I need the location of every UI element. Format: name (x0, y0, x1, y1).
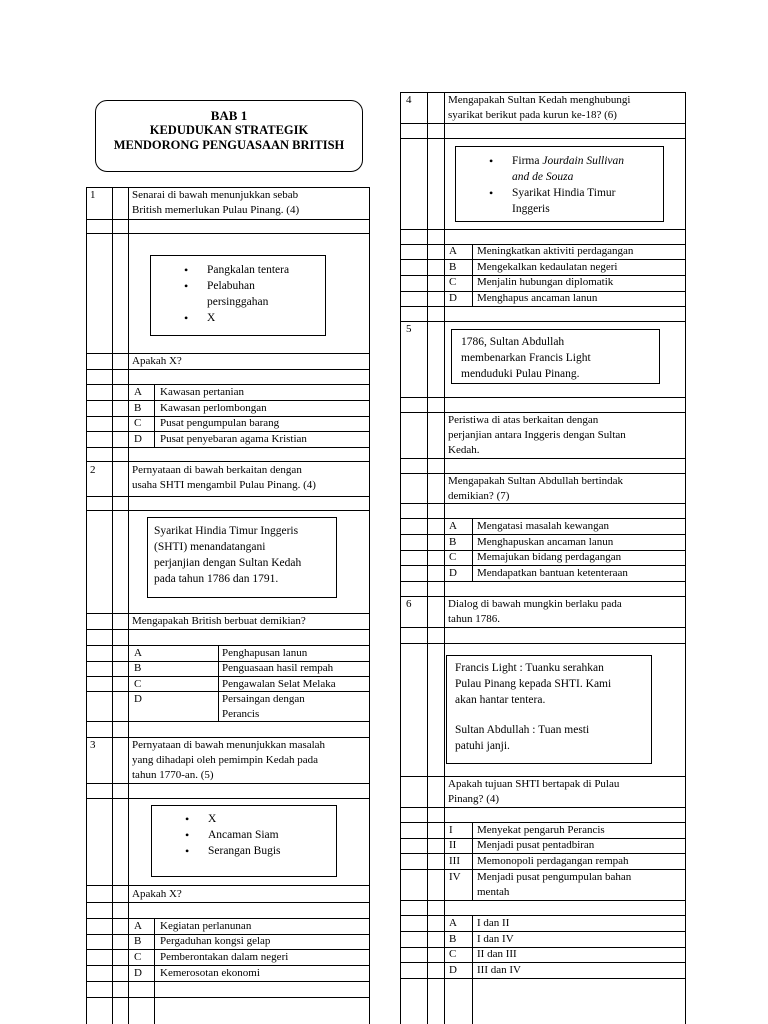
q6-number: 6 (406, 598, 412, 610)
q5-statement-line: membenarkan Francis Light (461, 352, 591, 364)
q4-option-text[interactable]: Menghapus ancaman lanun (477, 292, 598, 304)
q3-stem-line3: tahun 1770-an. (5) (132, 769, 214, 781)
q5-stem-line2: perjanjian antara Inggeris dengan Sultan (448, 429, 626, 441)
q3-stem-line2: yang dihadapi oleh pemimpin Kedah pada (132, 754, 319, 766)
q4-option-letter: C (449, 276, 457, 288)
chapter-title-line1: KEDUDUKAN STRATEGIK (149, 123, 309, 137)
q6-option-text[interactable]: I dan IV (477, 933, 514, 945)
q5-option-letter: B (449, 536, 457, 548)
q6-option-letter: D (449, 964, 457, 976)
q1-option-letter: A (134, 386, 142, 398)
q4-list-item: • Firma Jourdain Sullivan and de Souza (512, 153, 663, 185)
q3-option-letter: C (134, 951, 142, 963)
q6-dialog-box (446, 655, 652, 764)
q5-stem-line3: Kedah. (448, 444, 480, 456)
q4-list-item: • Syarikat Hindia Timur Inggeris (512, 185, 663, 217)
q2-option-text[interactable]: Persaingan dengan (222, 693, 305, 705)
q4-option-letter: A (449, 245, 457, 257)
q5-option-letter: D (449, 567, 457, 579)
q5-option-text[interactable]: Menghapuskan ancaman lanun (477, 536, 614, 548)
q5-option-text[interactable]: Mendapatkan bantuan ketenteraan (477, 567, 628, 579)
q2-option-letter: B (134, 662, 142, 674)
q6-dialog-line: akan hantar tentera. (455, 694, 546, 706)
q2-option-text[interactable]: Penghapusan lanun (222, 647, 308, 659)
q6-statement-roman: IV (449, 871, 461, 883)
chapter-number: BAB 1 (210, 108, 248, 123)
q5-number: 5 (406, 323, 412, 335)
q6-dialog-line: Francis Light : Tuanku serahkan (455, 662, 604, 674)
q4-stem-line1: Mengapakah Sultan Kedah menghubungi (448, 94, 631, 106)
q3-option-letter: A (134, 920, 142, 932)
q6-option-text[interactable]: II dan III (477, 948, 517, 960)
q2-option-letter: C (134, 678, 142, 690)
q5-question-line1: Mengapakah Sultan Abdullah bertindak (448, 475, 624, 487)
q6-stem-line2: tahun 1786. (448, 613, 500, 625)
q1-stem-line1: Senarai di bawah menunjukkan sebab (132, 189, 299, 201)
q3-option-letter: B (134, 935, 142, 947)
chapter-title-box (95, 100, 363, 172)
q6-question-line1: Apakah tujuan SHTI bertapak di Pulau (448, 778, 620, 790)
q6-dialog-line: patuhi janji. (455, 740, 510, 752)
q4-option-text[interactable]: Menjalin hubungan diplomatik (477, 276, 614, 288)
q2-option-letter: D (134, 693, 142, 705)
q6-statement-text: Menyekat pengaruh Perancis (477, 824, 605, 836)
q3-list-item: • Ancaman Siam (208, 827, 336, 843)
q5-option-text[interactable]: Mengatasi masalah kewangan (477, 520, 609, 532)
q6-statement-text-cont: mentah (477, 886, 510, 898)
q6-option-letter: A (449, 917, 457, 929)
q1-list-item: • X (207, 310, 325, 326)
q6-option-text[interactable]: I dan II (477, 917, 510, 929)
q6-statement-text: Memonopoli perdagangan rempah (477, 855, 629, 867)
q6-stem-line1: Dialog di bawah mungkin berlaku pada (448, 598, 622, 610)
q4-option-letter: D (449, 292, 457, 304)
q6-statement-roman: II (449, 839, 457, 851)
q3-option-text[interactable]: Pemberontakan dalam negeri (160, 951, 289, 963)
q1-number: 1 (90, 189, 96, 201)
q2-option-text-cont: Perancis (222, 708, 260, 720)
q3-option-text[interactable]: Kemerosotan ekonomi (160, 967, 260, 979)
q1-stem-line2: British memerlukan Pulau Pinang. (4) (132, 204, 300, 216)
q2-statement-box (147, 517, 337, 598)
q1-list-item: • Pangkalan tentera (207, 262, 325, 278)
q1-option-text[interactable]: Pusat penyebaran agama Kristian (160, 433, 307, 445)
q4-option-letter: B (449, 261, 457, 273)
q3-option-text[interactable]: Kegiatan perlanunan (160, 920, 252, 932)
q2-stem-line1: Pernyataan di bawah berkaitan dengan (132, 464, 302, 476)
q2-question: Mengapakah British berbuat demikian? (132, 615, 306, 627)
q6-dialog-line: Sultan Abdullah : Tuan mesti (455, 724, 590, 736)
q6-statement-text: Menjadi pusat pengumpulan bahan (477, 871, 632, 883)
q2-statement-line: (SHTI) menandatangani (154, 541, 266, 553)
q3-number: 3 (90, 739, 96, 751)
q3-list-box (151, 805, 337, 877)
q6-dialog-line: Pulau Pinang kepada SHTI. Kami (455, 678, 612, 690)
q1-option-text[interactable]: Kawasan pertanian (160, 386, 244, 398)
q4-list-box (455, 146, 664, 222)
q2-option-text[interactable]: Penguasaan hasil rempah (222, 662, 334, 674)
q5-option-letter: A (449, 520, 457, 532)
q3-list-item: • Serangan Bugis (208, 843, 336, 859)
chapter-title-line2: MENDORONG PENGUASAAN BRITISH (113, 138, 345, 152)
q1-option-letter: D (134, 433, 142, 445)
q5-option-letter: C (449, 551, 457, 563)
q2-statement-line: Syarikat Hindia Timur Inggeris (154, 525, 299, 537)
q1-option-letter: C (134, 417, 142, 429)
q2-option-text[interactable]: Pengawalan Selat Melaka (222, 678, 336, 690)
q6-statement-roman: I (449, 824, 453, 836)
q4-option-text[interactable]: Mengekalkan kedaulatan negeri (477, 261, 618, 273)
q2-statement-line: pada tahun 1786 dan 1791. (154, 573, 279, 585)
q6-statement-text: Menjadi pusat pentadbiran (477, 839, 595, 851)
q6-option-letter: B (449, 933, 457, 945)
q4-option-text[interactable]: Meningkatkan aktiviti perdagangan (477, 245, 634, 257)
q2-stem-line2: usaha SHTI mengambil Pulau Pinang. (4) (132, 479, 316, 491)
q5-statement-box (451, 329, 660, 384)
q2-number: 2 (90, 464, 96, 476)
q3-question: Apakah X? (132, 888, 182, 900)
q5-stem-line1: Peristiwa di atas berkaitan dengan (448, 414, 599, 426)
q2-statement-line: perjanjian dengan Sultan Kedah (154, 557, 302, 569)
q1-question: Apakah X? (132, 355, 182, 367)
q1-option-text[interactable]: Kawasan perlombongan (160, 402, 267, 414)
q4-stem-line2: syarikat berikut pada kurun ke-18? (6) (448, 109, 617, 121)
q5-option-text[interactable]: Memajukan bidang perdagangan (477, 551, 622, 563)
q5-statement-line: 1786, Sultan Abdullah (461, 336, 565, 348)
q1-list-box (150, 255, 326, 336)
q1-option-letter: B (134, 402, 142, 414)
q6-statement-roman: III (449, 855, 460, 867)
q3-option-letter: D (134, 967, 142, 979)
q5-statement-line: menduduki Pulau Pinang. (461, 368, 580, 380)
q1-option-text[interactable]: Pusat pengumpulan barang (160, 417, 280, 429)
q3-option-text[interactable]: Pergaduhan kongsi gelap (160, 935, 271, 947)
q6-option-letter: C (449, 948, 457, 960)
q1-list-item: • Pelabuhan persinggahan (207, 278, 325, 310)
q6-option-text[interactable]: III dan IV (477, 964, 521, 976)
q6-question-line2: Pinang? (4) (448, 793, 500, 805)
q3-list-item: • X (208, 811, 336, 827)
q3-stem-line1: Pernyataan di bawah menunjukkan masalah (132, 739, 326, 751)
q2-option-letter: A (134, 647, 142, 659)
q5-question-line2: demikian? (7) (448, 490, 510, 502)
q4-number: 4 (406, 94, 412, 106)
